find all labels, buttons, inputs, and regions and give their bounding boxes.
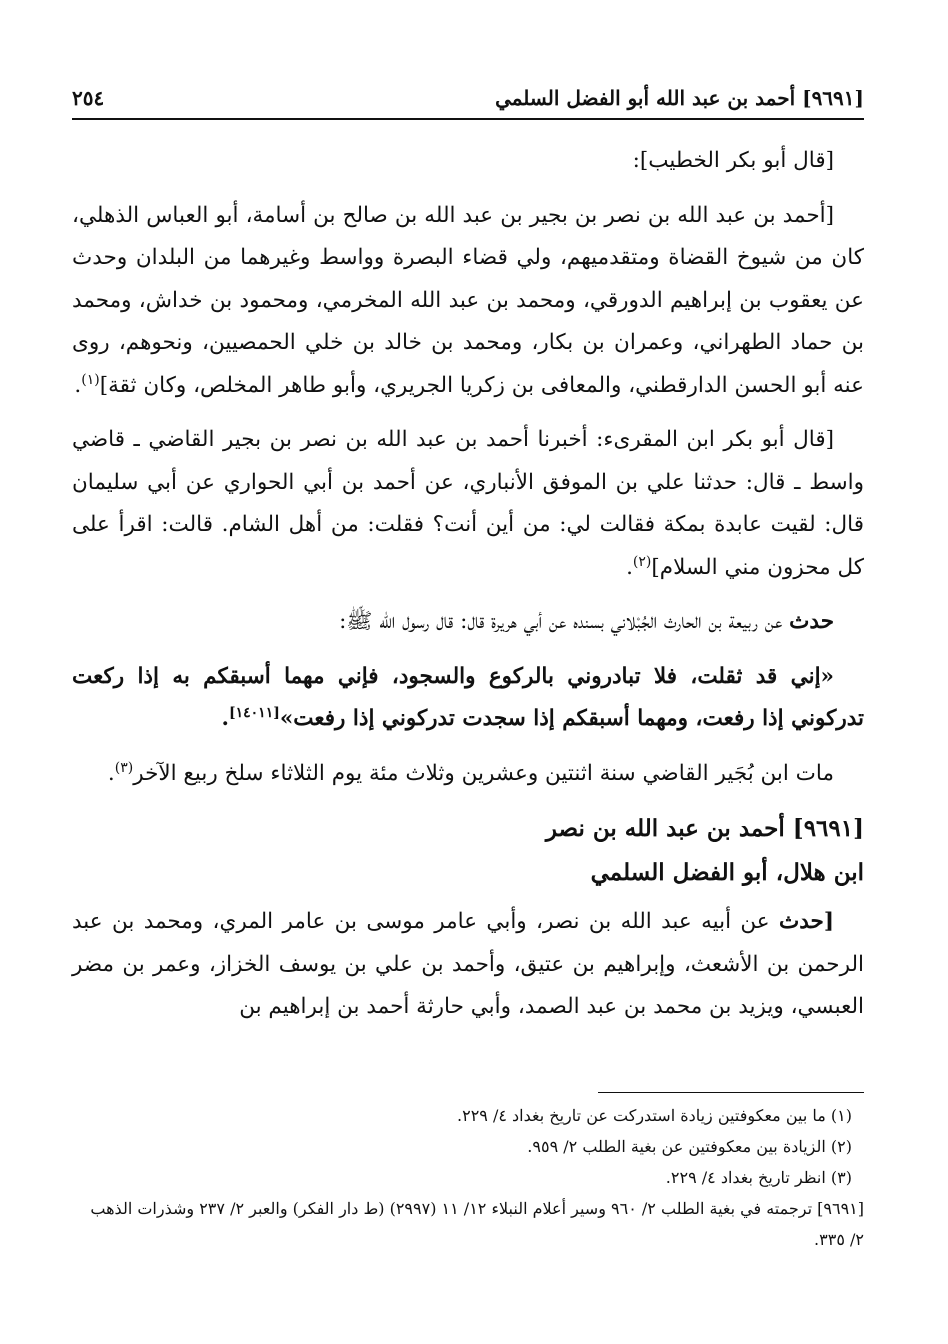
running-title: [٩٦٩١] أحمد بن عبد الله أبو الفضل السلمي bbox=[495, 86, 864, 110]
footnote-biography: [٩٦٩١] ترجمته في بغية الطلب ٢/ ٩٦٠ وسير أعلام النبلاء ١٢/ ١١ (٢٩٩٧) (ط دار الفكر) والعبر ٢/ ٢٣٧ وشذرات الذهب ٢/ ٣٣٥. bbox=[90, 1199, 864, 1249]
paragraph-2-end: . bbox=[74, 372, 82, 398]
paragraph-3-text: [قال أبو بكر ابن المقرىء: أخبرنا أحمد بن عبد الله بن نصر بن بجير القاضي ـ قاضي واسط ـ قال: حدثنا علي بن الموفق الأنباري، عن أحمد بن أبي الحواري عن أبي سليمان قال: لقيت عابدة بمكة فقالت لي: من أين أنت؟ فقلت: من أهل الشام. قالت: اقرأ على كل محزون مني السلام] bbox=[72, 427, 864, 580]
footnotes bbox=[72, 1100, 864, 1255]
entry-title-line-2: ابن هلال، أبو الفضل السلمي bbox=[590, 859, 864, 886]
paragraph-6 bbox=[72, 753, 864, 796]
paragraph-7-text: عن أبيه عبد الله بن نصر، وأبي عامر موسى بن عامر المري، ومحمد بن عبد الرحمن بن الأشعث، وإبراهيم بن عتيق، وأحمد بن علي بن يوسف الخزاز، وعمر بن مضر العبسي، ويزيد بن محمد بن عبد الصمد، وأبي حارثة أحمد بن إبراهيم بن bbox=[72, 909, 864, 1019]
paragraph-7-lead: [حدث bbox=[779, 909, 834, 934]
paragraph-1-text: [قال أبو بكر الخطيب]: bbox=[632, 148, 834, 173]
footnote-ref-2: (٢) bbox=[632, 553, 652, 570]
footnote-ref-3: (٣) bbox=[114, 759, 134, 776]
header-rule bbox=[72, 118, 864, 120]
footnote-2: (٢) الزيادة بين معكوفتين عن بغية الطلب ٢/ ٩٥٩. bbox=[527, 1137, 852, 1156]
entry-title-line-1: [٩٦٩١] أحمد بن عبد الله بن نصر bbox=[545, 815, 864, 842]
paragraph-2 bbox=[72, 195, 864, 408]
page-header bbox=[72, 80, 864, 116]
paragraph-6-text: مات ابن بُجَير القاضي سنة اثنتين وعشرين وثلاث مئة يوم الثلاثاء سلخ ربيع الآخر bbox=[133, 760, 834, 786]
hadith-ref: [١٤٠١١] bbox=[229, 704, 280, 721]
footnote-ref-1: (١) bbox=[81, 371, 100, 388]
hadith-text bbox=[72, 656, 864, 741]
paragraph-2-text: [أحمد بن عبد الله بن نصر بن بجير بن عبد الله بن صالح بن أسامة، أبو العباس الذهلي، كان من شيوخ القضاة ومتقدميهم، ولي قضاء البصرة وواسط وغيرهما من البلدان وحدث عن يعقوب بن إبراهيم الدورقي، ومحمد بن عبد الله المخرمي، ومحمود بن خداش، ومحمد بن حماد الطهراني، وعمران بن بكار، ومحمد بن خالد بن خلي الحمصيين، ونحوهم، روى عنه أبو الحسن الدارقطني، والمعافى بن زكريا الجريري، وأبو طاهر المخلص، وكان ثقة] bbox=[72, 202, 864, 398]
paragraph-5-text: «إني قد ثقلت، فلا تبادروني بالركوع والسجود، فإني مهما أسبقكم به إذا ركعت تدركوني إذا رفعت، ومهما أسبقكم إذا سجدت تدركوني إذا رفعت» bbox=[72, 663, 864, 731]
paragraph-3 bbox=[72, 419, 864, 589]
paragraph-1 bbox=[72, 140, 864, 183]
footnote-3: (٣) انظر تاريخ بغداد ٤/ ٢٢٩. bbox=[665, 1168, 852, 1187]
paragraph-5-end: . bbox=[221, 706, 229, 731]
page-number: ٢٥٤ bbox=[72, 86, 105, 110]
paragraph-4 bbox=[72, 601, 864, 644]
paragraph-4-text: عن ربيعة بن الحارث الجُبْلاني بسنده عن أبي هريرة قال: قال رسول الله ﷺ: bbox=[339, 609, 790, 634]
paragraph-4-lead: حدث bbox=[789, 609, 834, 634]
entry-title bbox=[72, 807, 864, 895]
footnote-1: (١) ما بين معكوفتين زيادة استدركت عن تاريخ بغداد ٤/ ٢٢٩. bbox=[457, 1106, 852, 1125]
body-text bbox=[72, 140, 864, 1041]
footnote-rule bbox=[598, 1092, 864, 1093]
paragraph-6-end: . bbox=[107, 760, 115, 786]
paragraph-3-end: . bbox=[626, 554, 633, 580]
paragraph-7 bbox=[72, 901, 864, 1029]
